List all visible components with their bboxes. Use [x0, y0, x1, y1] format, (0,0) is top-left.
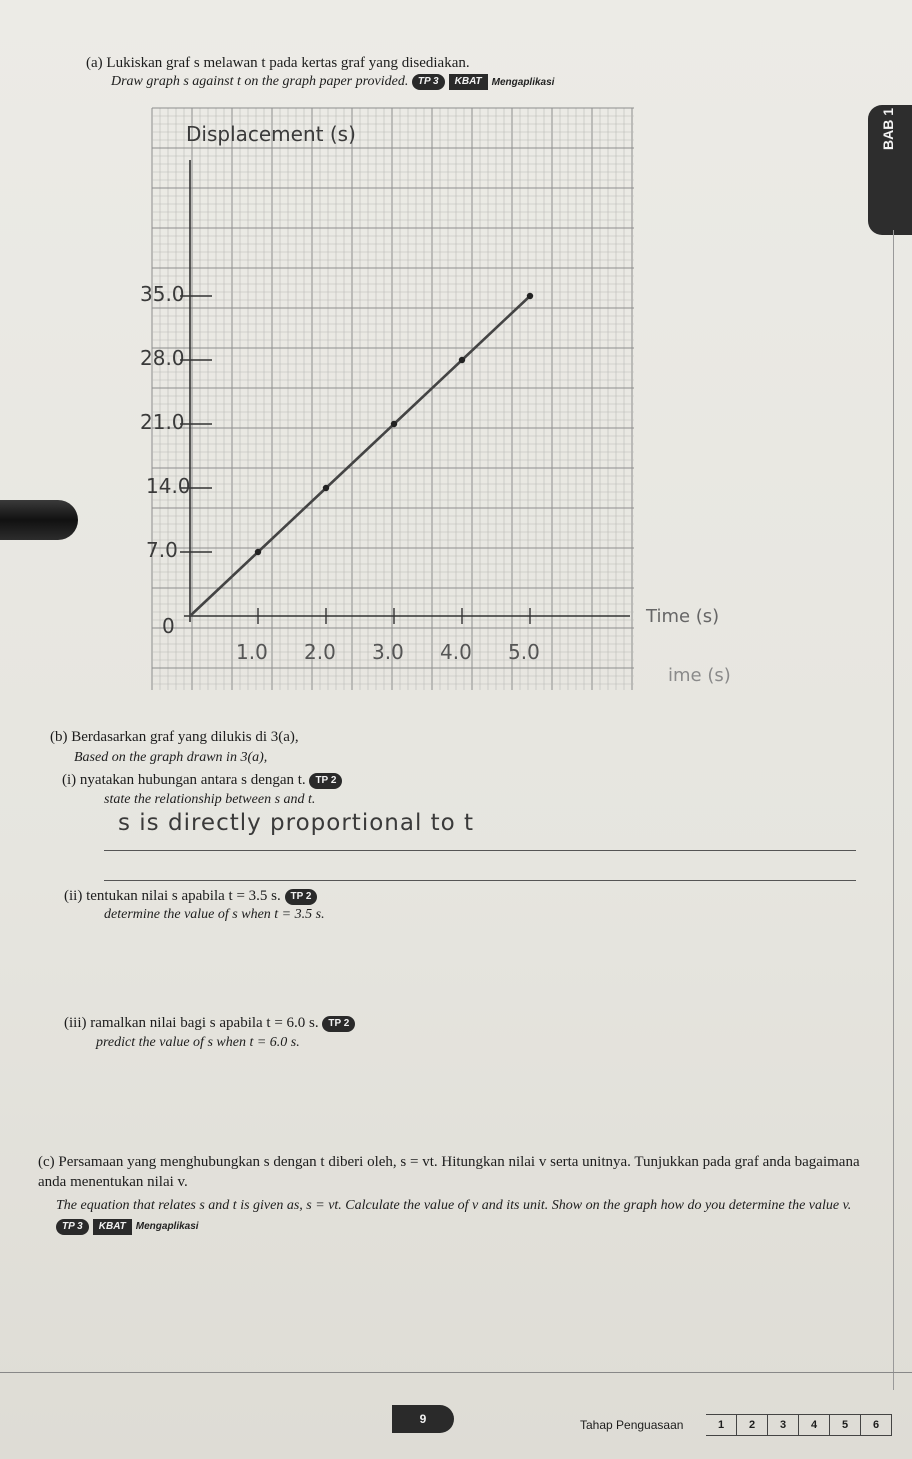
x-tick-label: 5.0 — [508, 640, 540, 664]
tp-badge: TP 3 — [412, 74, 445, 90]
question-c-english — [56, 1196, 876, 1238]
question-b-label: (b) — [50, 729, 68, 745]
question-b-ii-malay-text: tentukan nilai s apabila t = 3.5 s. — [86, 888, 281, 904]
graph-paper — [0, 0, 912, 700]
question-b-iii-english: predict the value of s when t = 6.0 s. — [96, 1035, 300, 1050]
x-tick-label: 1.0 — [236, 640, 268, 664]
question-b-iii-malay — [64, 1015, 355, 1032]
x-axis-title-faded: ime (s) — [668, 665, 731, 686]
y-tick-label: 21.0 — [140, 410, 185, 434]
skill-tag: Mengaplikasi — [135, 1221, 199, 1232]
answer-b-i: s is directly proportional to t — [118, 810, 475, 836]
x-tick-label: 2.0 — [304, 640, 336, 664]
question-b-i-malay-text: nyatakan hubungan antara s dengan t. — [79, 772, 306, 788]
mastery-level[interactable]: 1 — [706, 1414, 737, 1436]
mastery-scale — [580, 1415, 892, 1435]
mastery-level[interactable]: 2 — [737, 1414, 768, 1436]
tp-badge: TP 2 — [309, 773, 342, 789]
mastery-label: Tahap Penguasaan — [580, 1418, 684, 1432]
question-b-ii-malay — [64, 888, 317, 905]
question-c-malay-text: Persamaan yang menghubungkan s dengan t diberi oleh, s = vt. Hitungkan nilai v serta unitnya. Tunjukkan pada graf anda bagaimana anda menentukan nilai v. — [38, 1154, 860, 1190]
tp-badge: TP 3 — [56, 1219, 89, 1235]
question-b-malay-text: Berdasarkan graf yang dilukis di 3(a), — [71, 729, 299, 745]
data-point — [459, 357, 465, 363]
chapter-tab-label: BAB 1 — [880, 107, 896, 150]
question-a-english-text: Draw graph s against t on the graph paper provided. — [111, 74, 409, 90]
question-b-i-english: state the relationship between s and t. — [104, 792, 316, 807]
question-b-malay — [50, 729, 299, 746]
y-tick-label: 14.0 — [146, 474, 191, 498]
question-b-i-malay — [62, 772, 342, 789]
x-tick-label: 4.0 — [440, 640, 472, 664]
data-point — [323, 485, 329, 491]
grid-lines — [152, 108, 634, 690]
question-b-iii-label: (iii) — [64, 1015, 87, 1031]
question-a-label: (a) — [86, 55, 103, 71]
x-tick-label: 3.0 — [372, 640, 404, 664]
question-c-english-text: The equation that relates s and t is given as, s = vt. Calculate the value of v and its unit. Show on the graph how do you determine the value v. — [56, 1198, 852, 1213]
tp-badge: TP 2 — [322, 1016, 355, 1032]
question-a-malay-text: Lukiskan graf s melawan t pada kertas graf yang disediakan. — [106, 55, 470, 71]
answer-line — [104, 880, 856, 881]
y-tick-label: 28.0 — [140, 346, 185, 370]
page-number: 9 — [392, 1405, 454, 1433]
question-b-ii-label: (ii) — [64, 888, 83, 904]
y-tick-label: 7.0 — [146, 538, 178, 562]
mastery-level[interactable]: 6 — [861, 1414, 892, 1436]
data-point — [527, 293, 533, 299]
kbat-badge: KBAT — [93, 1219, 132, 1235]
mastery-level[interactable]: 5 — [830, 1414, 861, 1436]
mastery-level[interactable]: 4 — [799, 1414, 830, 1436]
plot-layer — [180, 160, 630, 624]
kbat-badge: KBAT — [449, 74, 488, 90]
skill-tag: Mengaplikasi — [491, 76, 555, 88]
y-tick-label: 35.0 — [140, 282, 185, 306]
question-c-malay — [38, 1152, 868, 1192]
question-b-ii-english: determine the value of s when t = 3.5 s. — [104, 907, 325, 922]
data-point — [391, 421, 397, 427]
bottom-rule — [0, 1372, 912, 1373]
y-axis-title: Displacement (s) — [186, 122, 356, 146]
question-b-i-label: (i) — [62, 772, 77, 788]
x-axis-title: Time (s) — [646, 606, 720, 627]
answer-line — [104, 850, 856, 851]
tp-badge: TP 2 — [285, 889, 318, 905]
question-b-english: Based on the graph drawn in 3(a), — [74, 750, 268, 765]
origin-label: 0 — [162, 614, 175, 638]
question-b-iii-malay-text: ramalkan nilai bagi s apabila t = 6.0 s. — [90, 1015, 319, 1031]
question-c-label: (c) — [38, 1154, 55, 1170]
mastery-level[interactable]: 3 — [768, 1414, 799, 1436]
data-point — [255, 549, 261, 555]
